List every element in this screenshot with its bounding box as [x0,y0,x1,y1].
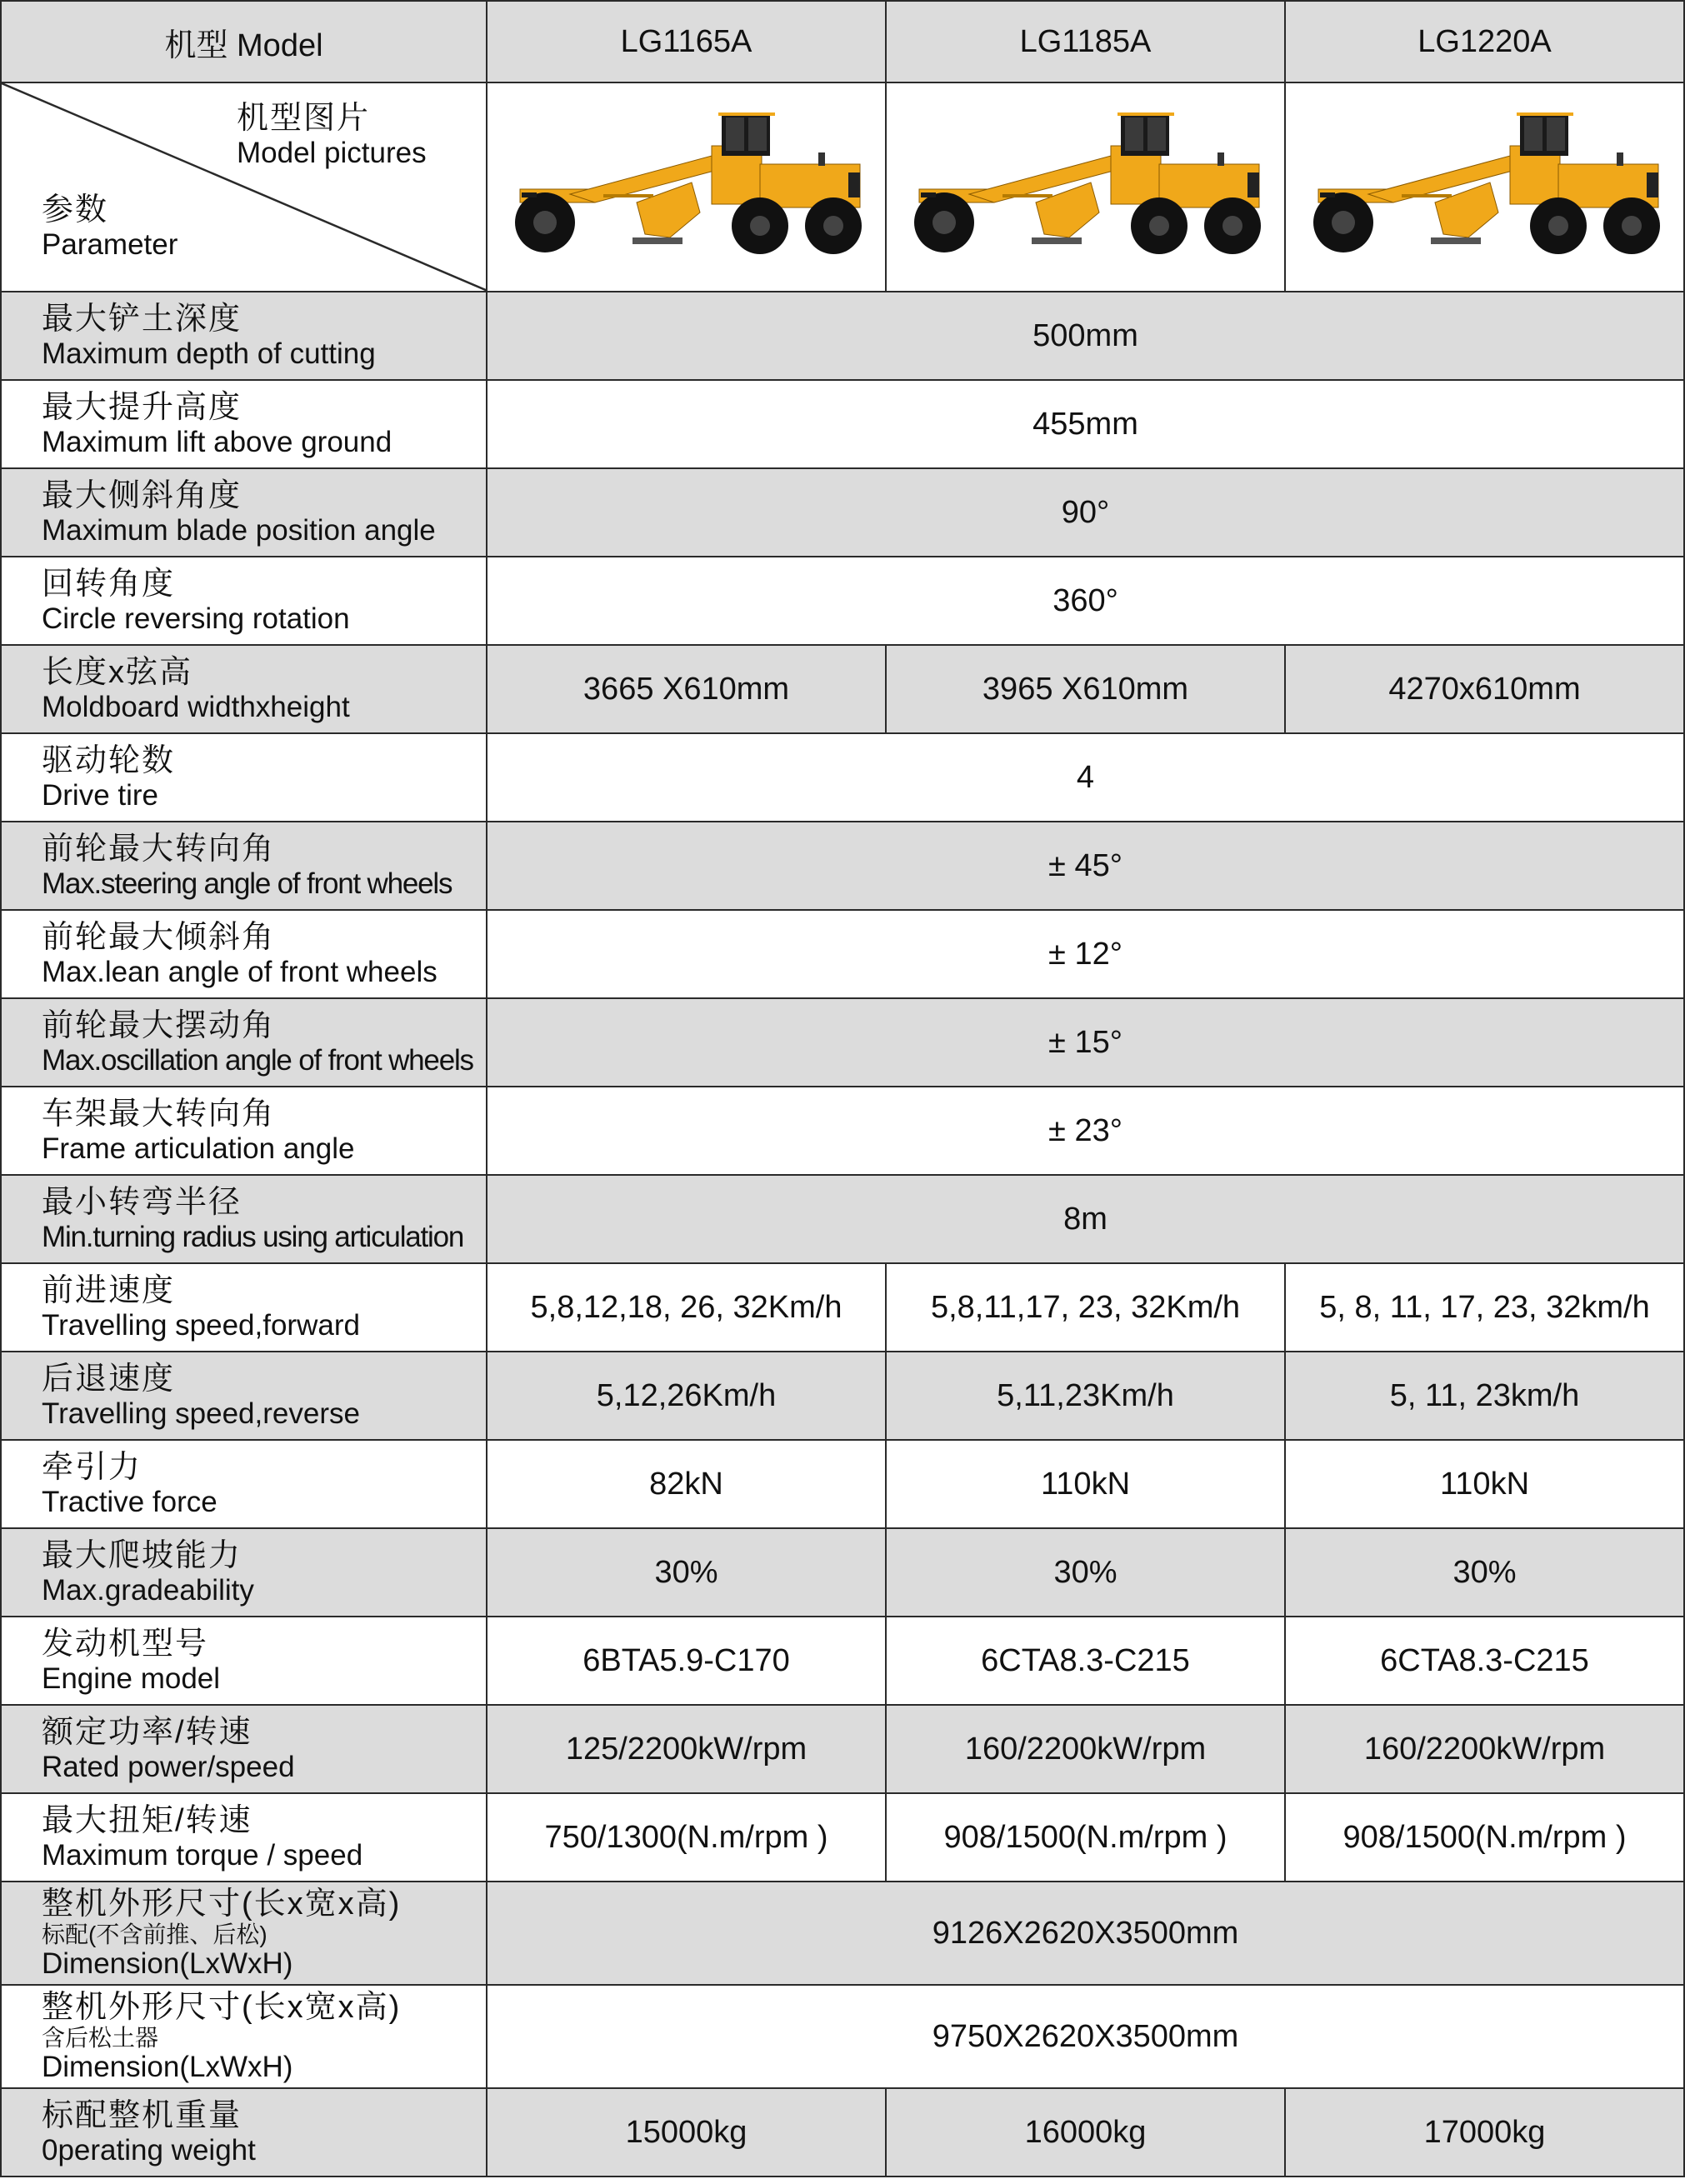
parameter-note: 标配(不含前推、后松) [42,1922,268,1947]
pictures-row [1,82,1684,292]
parameter-cell [1,645,487,733]
parameter-cell [1,1985,487,2088]
parameter-en: Max.gradeability [42,1574,254,1607]
parameter-en: Maximum blade position angle [42,514,436,547]
parameter-zh: 最大爬坡能力 [42,1538,242,1573]
pictures-label-en: Model pictures [237,137,427,169]
parameter-zh: 车架最大转向角 [42,1097,276,1132]
value-cell: 3665 X610mm [487,645,886,733]
parameter-zh: 最大扭矩/转速 [42,1803,252,1838]
spec-row [1,2088,1684,2177]
value-cell: 4270x610mm [1285,645,1684,733]
parameter-label-zh: 参数 [42,192,109,227]
spec-row [1,1352,1684,1440]
parameter-cell [1,1528,487,1617]
parameter-en: Maximum torque / speed [42,1839,363,1872]
parameter-cell [1,292,487,380]
parameter-zh: 最小转弯半径 [42,1185,242,1220]
parameter-zh: 前进速度 [42,1273,176,1308]
parameter-en: Dimension(LxWxH) [42,2051,293,2083]
motor-grader-icon [1302,112,1668,262]
value-cell: 110kN [1285,1440,1684,1528]
spec-row [1,292,1684,380]
parameter-zh: 牵引力 [42,1450,142,1485]
model-picture-cell [1285,82,1684,292]
value-cell: 17000kg [1285,2088,1684,2177]
value-cell: 455mm [487,380,1684,468]
diagonal-header-cell [1,82,487,292]
parameter-en: Maximum depth of cutting [42,337,376,370]
parameter-cell [1,1352,487,1440]
parameter-en: Max.lean angle of front wheels [42,956,438,988]
spec-row [1,1882,1684,1985]
value-cell: 30% [886,1528,1285,1617]
parameter-zh: 长度x弦高 [42,655,193,690]
parameter-cell [1,557,487,645]
value-cell: 9126X2620X3500mm [487,1882,1684,1985]
value-cell: 6BTA5.9-C170 [487,1617,886,1705]
value-cell: 125/2200kW/rpm [487,1705,886,1793]
value-cell: 9750X2620X3500mm [487,1985,1684,2088]
parameter-zh: 额定功率/转速 [42,1715,252,1750]
parameter-cell [1,1263,487,1352]
parameter-cell [1,2088,487,2177]
spec-row [1,1705,1684,1793]
parameter-cell [1,1617,487,1705]
parameter-cell [1,1793,487,1882]
parameter-zh: 最大提升高度 [42,390,242,425]
motor-grader-icon [902,112,1269,262]
value-cell: 5,8,12,18, 26, 32Km/h [487,1263,886,1352]
value-cell: 8m [487,1175,1684,1263]
value-cell: 500mm [487,292,1684,380]
spec-row [1,1985,1684,2088]
value-cell: 5, 8, 11, 17, 23, 32km/h [1285,1263,1684,1352]
parameter-zh: 前轮最大倾斜角 [42,920,276,955]
value-cell: 15000kg [487,2088,886,2177]
value-cell: 360° [487,557,1684,645]
parameter-en: Travelling speed,forward [42,1309,360,1342]
parameter-cell [1,910,487,998]
parameter-zh: 回转角度 [42,567,176,602]
parameter-cell [1,1440,487,1528]
parameter-zh: 标配整机重量 [42,2098,242,2133]
parameter-zh: 整机外形尺寸(长x宽x高) [42,1990,402,2025]
parameter-en: Dimension(LxWxH) [42,1947,293,1980]
parameter-en: Min.turning radius using articulation [42,1221,464,1253]
motor-grader-icon [503,112,870,262]
parameter-zh: 前轮最大转向角 [42,832,276,867]
spec-row [1,380,1684,468]
value-cell: 6CTA8.3-C215 [886,1617,1285,1705]
spec-row [1,1617,1684,1705]
header-row [1,1,1684,82]
parameter-en: Moldboard widthxheight [42,691,350,723]
value-cell: 160/2200kW/rpm [886,1705,1285,1793]
value-cell: 110kN [886,1440,1285,1528]
spec-row [1,1440,1684,1528]
parameter-en: Max.oscillation angle of front wheels [42,1044,473,1077]
parameter-zh: 前轮最大摆动角 [42,1008,276,1043]
value-cell: 3965 X610mm [886,645,1285,733]
value-cell: ± 23° [487,1087,1684,1175]
pictures-label-zh: 机型图片 [237,101,371,136]
parameter-zh: 整机外形尺寸(长x宽x高) [42,1887,402,1922]
parameter-cell [1,1882,487,1985]
parameter-zh: 最大侧斜角度 [42,478,242,513]
value-cell: 4 [487,733,1684,822]
parameter-cell [1,733,487,822]
parameter-zh: 驱动轮数 [42,743,176,778]
spec-row [1,822,1684,910]
spec-row [1,733,1684,822]
parameter-en: 0perating weight [42,2134,256,2167]
parameter-note: 含后松土器 [42,2025,159,2051]
spec-row [1,910,1684,998]
parameter-en: Tractive force [42,1486,218,1518]
value-cell: 5,12,26Km/h [487,1352,886,1440]
value-cell: 30% [487,1528,886,1617]
parameter-en: Frame articulation angle [42,1132,355,1165]
spec-row [1,468,1684,557]
spec-row [1,645,1684,733]
value-cell: 82kN [487,1440,886,1528]
value-cell: 5,11,23Km/h [886,1352,1285,1440]
value-cell: ± 45° [487,822,1684,910]
parameter-en: Max.steering angle of front wheels [42,867,452,900]
value-cell: 750/1300(N.m/rpm ) [487,1793,886,1882]
value-cell: 6CTA8.3-C215 [1285,1617,1684,1705]
value-cell: 908/1500(N.m/rpm ) [886,1793,1285,1882]
parameter-zh: 最大铲土深度 [42,302,242,337]
model-picture-cell [886,82,1285,292]
parameter-cell [1,998,487,1087]
value-cell: ± 12° [487,910,1684,998]
parameter-zh: 发动机型号 [42,1627,209,1662]
spec-row [1,1528,1684,1617]
value-cell: 5,8,11,17, 23, 32Km/h [886,1263,1285,1352]
value-cell: 30% [1285,1528,1684,1617]
model-name: LG1165A [487,1,886,82]
parameter-en: Maximum lift above ground [42,426,392,458]
model-name: LG1185A [886,1,1285,82]
spec-row [1,1175,1684,1263]
parameter-cell [1,822,487,910]
parameter-en: Circle reversing rotation [42,602,350,635]
model-label: 机型 Model [1,1,487,82]
model-picture-cell [487,82,886,292]
model-name: LG1220A [1285,1,1684,82]
parameter-cell [1,468,487,557]
parameter-en: Travelling speed,reverse [42,1397,360,1430]
parameter-label-en: Parameter [42,228,178,261]
spec-row [1,1793,1684,1882]
value-cell: 908/1500(N.m/rpm ) [1285,1793,1684,1882]
parameter-cell [1,1175,487,1263]
value-cell: ± 15° [487,998,1684,1087]
parameter-en: Drive tire [42,779,159,812]
parameter-cell [1,1705,487,1793]
value-cell: 160/2200kW/rpm [1285,1705,1684,1793]
spec-row [1,1087,1684,1175]
parameter-zh: 后退速度 [42,1362,176,1397]
parameter-cell [1,380,487,468]
value-cell: 90° [487,468,1684,557]
parameter-cell [1,1087,487,1175]
spec-row [1,557,1684,645]
parameter-en: Rated power/speed [42,1751,295,1783]
value-cell: 5, 11, 23km/h [1285,1352,1684,1440]
spec-row [1,1263,1684,1352]
spec-row [1,998,1684,1087]
parameter-en: Engine model [42,1662,221,1695]
value-cell: 16000kg [886,2088,1285,2177]
